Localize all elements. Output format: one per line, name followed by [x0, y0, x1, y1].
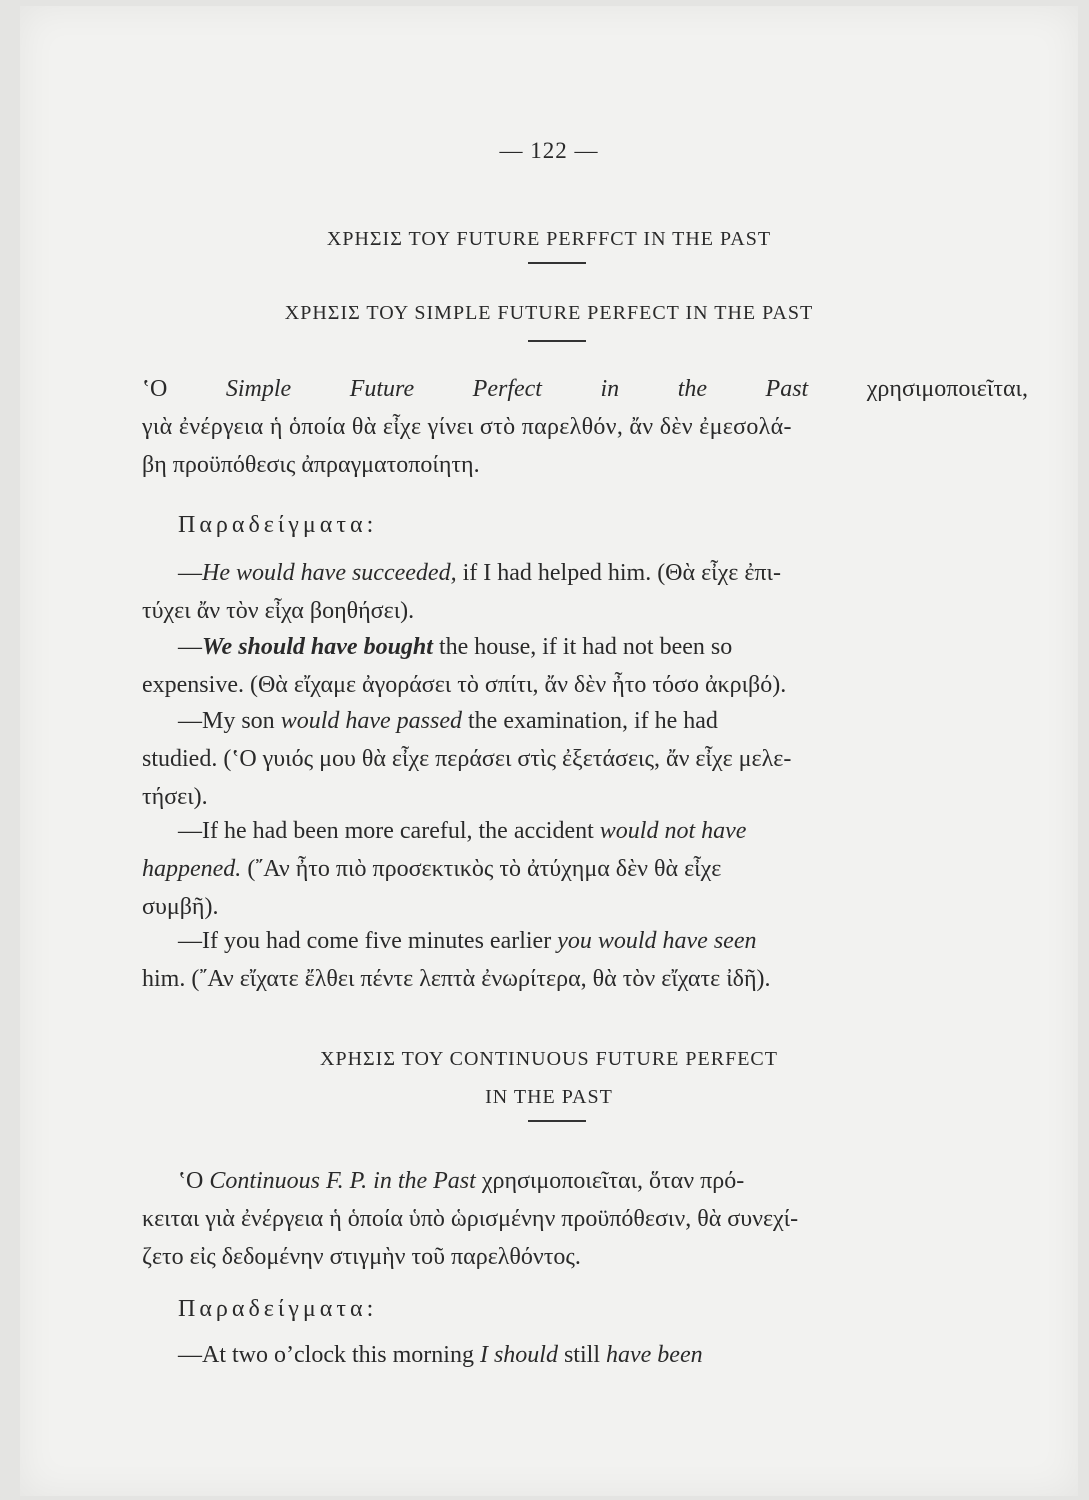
paragraph-simple-intro: ‛Ο Simple Future Perfect in the Past χρησιμοποιεῖται, γιὰ ἐνέργεια ἡ ὁποία θὰ εἶχε γίνει στὸ παρελθόν, ἄν δὲν ἐμεσολά- βη προϋπόθεσις ἀπραγματοποίητη. — [142, 376, 1028, 478]
divider — [528, 262, 586, 264]
heading-continuous-future-perfect: ΧΡΗΣΙΣ ΤΟΥ CONTINUOUS FUTURE PERFECT — [320, 1048, 778, 1070]
divider — [528, 340, 586, 342]
heading-simple-future-perfect: ΧΡΗΣΙΣ ΤΟΥ SIMPLE FUTURE PERFECT IN THE PAST — [284, 302, 814, 324]
book-page — [20, 6, 1078, 1496]
example-3: —My son would have passed the examination, if he had studied. (‛Ο γυιός μου θὰ εἶχε περάσει στὶς ἐξετάσεις, ἄν εἶχε μελε- τήσει). — [142, 708, 792, 810]
heading-in-the-past: IN THE PAST — [485, 1086, 613, 1108]
example-4: —If he had been more careful, the accident would not have happened. (῎Αν ἦτο πιὸ προσεκτικὸς τὸ ἀτύχημα δὲν θὰ εἶχε συμβῆ). — [142, 818, 747, 920]
example-6: —At two o’clock this morning I should still have been — [178, 1342, 703, 1368]
heading-future-perfect-in-past: ΧΡΗΣΙΣ ΤΟΥ FUTURE PERFFCT IN THE PAST — [326, 228, 772, 250]
example-5: —If you had come five minutes earlier you would have seen him. (῎Αν εἴχατε ἔλθει πέντε λεπτὰ ἐνωρίτερα, θὰ τὸν εἴχατε ἰδῆ). — [142, 928, 771, 992]
paragraph-continuous-intro: ‛Ο Continuous F. P. in the Past χρησιμοποιεῖται, ὅταν πρό- κειται γιὰ ἐνέργεια ἡ ὁποία ὑπὸ ὡρισμένην προϋπόθεσιν, θὰ συνεχί- ζετο εἰς δεδομένην στιγμὴν τοῦ παρελθόντος. — [142, 1168, 799, 1270]
example-2: —We should have bought the house, if it had not been so expensive. (Θὰ εἴχαμε ἀγοράσει τὸ σπίτι, ἄν δὲν ἦτο τόσο ἀκριβό). — [142, 634, 787, 698]
example-1: —He would have succeeded, if I had helped him. (Θὰ εἶχε ἐπι- τύχει ἄν τὸν εἶχα βοηθήσει). — [142, 560, 781, 624]
examples-label-2: Παραδείγματα: — [178, 1296, 378, 1322]
divider — [528, 1120, 586, 1122]
examples-label: Παραδείγματα: — [178, 512, 378, 538]
page-number: — 122 — — [499, 138, 599, 163]
